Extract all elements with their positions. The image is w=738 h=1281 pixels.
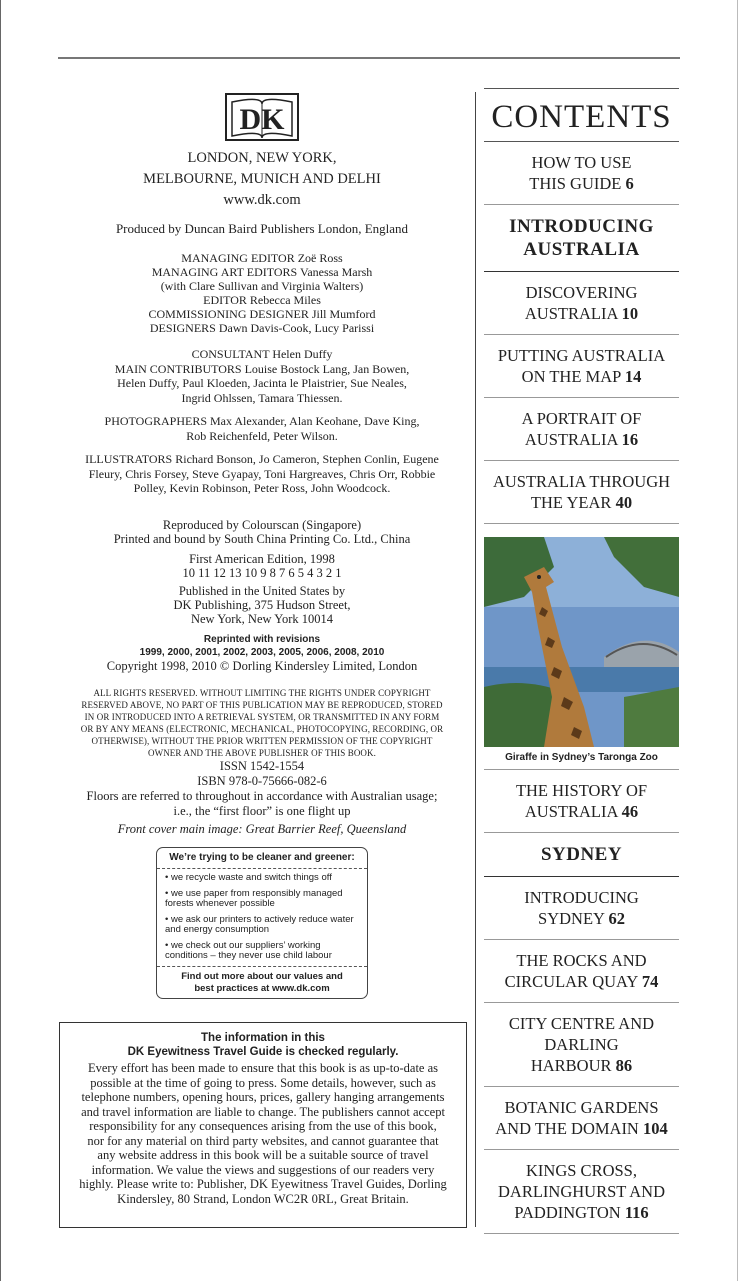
info-line: Every effort has been made to ensure that this book is as up-to-date as xyxy=(87,1061,438,1075)
green-footer-line: best practices at www.dk.com xyxy=(194,982,330,994)
toc-entry-how-to-use[interactable] xyxy=(484,142,679,205)
toc-line: THE YEAR xyxy=(530,493,612,512)
green-policy-box xyxy=(156,847,368,999)
publisher-cities xyxy=(58,148,466,211)
green-box-item: • we ask our printers to actively reduce water and energy consumption xyxy=(165,913,354,935)
info-box-body xyxy=(60,1059,466,1206)
rights-line: OTHERWISE), WITHOUT THE PRIOR WRITTEN PERMISSION OF THE COPYRIGHT xyxy=(91,735,433,746)
green-box-item: • we check out our suppliers’ working conditions – they never use child labour xyxy=(165,939,332,961)
credit-line: (with Clare Sullivan and Virginia Walters) xyxy=(160,279,364,293)
cover-image-note: Front cover main image: Great Barrier Reef, Queensland xyxy=(117,821,407,836)
info-line: information. We value the views and suggestions of our readers very xyxy=(91,1162,435,1177)
toc-line: AUSTRALIA xyxy=(524,802,618,821)
credit-line: DESIGNERS Dawn Davis-Cook, Lucy Parissi xyxy=(149,321,375,335)
toc-line: THIS GUIDE xyxy=(529,174,622,193)
published-line: DK Publishing, 375 Hudson Street, xyxy=(173,597,351,612)
rights-line: OWNER AND THE ABOVE PUBLISHER OF THIS BOOK. xyxy=(148,747,376,758)
publisher-url: www.dk.com xyxy=(223,192,301,208)
identifiers xyxy=(58,759,466,819)
info-line: telephone numbers, opening hours, prices, gallery hanging arrangements xyxy=(81,1090,445,1104)
contents-heading: CONTENTS xyxy=(484,88,679,142)
toc-entry-portrait-of-australia[interactable] xyxy=(484,398,679,461)
toc-line: BOTANIC GARDENS xyxy=(504,1098,659,1117)
toc-line: SYDNEY xyxy=(540,844,623,865)
toc-line: INTRODUCING xyxy=(524,888,639,907)
toc-entry-botanic-gardens-and-domain[interactable] xyxy=(484,1087,679,1150)
credit-line: Rob Reichenfeld, Peter Wilson. xyxy=(186,428,338,443)
info-title-line: The information in this xyxy=(201,1032,325,1044)
info-line: nor for any material on third party websites, and cannot guarantee that xyxy=(87,1133,439,1148)
column-divider xyxy=(475,92,476,1227)
reprint-line: 1999, 2000, 2001, 2002, 2003, 2005, 2006, 2008, 2010 xyxy=(139,646,385,658)
photo-block xyxy=(484,524,679,770)
illustrator-credits xyxy=(54,452,470,496)
toc-line: PUTTING AUSTRALIA xyxy=(497,346,666,365)
toc-line: DARLINGHURST AND xyxy=(498,1182,665,1201)
toc-line: AUSTRALIA xyxy=(524,304,618,323)
info-line: responsibility for any consequences arising from the use of this book, xyxy=(89,1119,437,1133)
credit-line: COMMISSIONING DESIGNER Jill Mumford xyxy=(148,307,376,321)
rights-line: IN OR INTRODUCED INTO A RETRIEVAL SYSTEM, OR TRANSMITTED IN ANY FORM xyxy=(84,711,440,722)
toc-entry-rocks-and-circular-quay[interactable] xyxy=(484,940,679,1003)
toc-line: PADDINGTON xyxy=(514,1203,621,1222)
page-number: 104 xyxy=(642,1119,668,1138)
editorial-credits xyxy=(58,251,466,335)
toc-entry-australia-through-the-year[interactable] xyxy=(484,461,679,524)
published-line: New York, New York 10014 xyxy=(190,611,334,626)
info-box-title xyxy=(60,1031,466,1059)
top-rule xyxy=(58,57,680,59)
section-heading-introducing-australia[interactable] xyxy=(484,205,679,272)
printing-line: Reproduced by Colourscan (Singapore) xyxy=(162,517,362,532)
toc-line: HOW TO USE xyxy=(531,153,632,172)
published-line: Published in the United States by xyxy=(178,583,346,598)
toc-line: THE ROCKS AND xyxy=(516,951,647,970)
toc-entry-kings-cross-darlinghurst-paddington[interactable] xyxy=(484,1150,679,1234)
city-line: MELBOURNE, MUNICH AND DELHI xyxy=(143,171,381,187)
credit-line: MANAGING ART EDITORS Vanessa Marsh xyxy=(151,265,373,279)
dk-logo xyxy=(224,92,300,144)
info-line: any website address in this book will be a suitable source of travel xyxy=(97,1148,429,1162)
edition-info xyxy=(58,552,466,580)
page-number: 116 xyxy=(624,1203,649,1222)
info-line: highly. Please write to: Publisher, DK Eyewitness Travel Guides, Dorling xyxy=(79,1177,447,1191)
credit-line: CONSULTANT Helen Duffy xyxy=(191,347,333,361)
credit-line: Ingrid Ohlssen, Tamara Thiessen. xyxy=(181,390,343,405)
toc-entry-putting-australia-on-the-map[interactable] xyxy=(484,335,679,398)
toc-line: INTRODUCING xyxy=(509,216,654,237)
city-line: LONDON, NEW YORK, xyxy=(187,150,337,166)
toc-line: A PORTRAIT OF xyxy=(521,409,642,428)
toc-entry-introducing-sydney[interactable] xyxy=(484,877,679,940)
floor-note: Floors are referred to throughout in accordance with Australian usage; xyxy=(86,788,438,803)
credit-line: ILLUSTRATORS Richard Bonson, Jo Cameron, Stephen Conlin, Eugene xyxy=(85,452,439,466)
toc-line: CIRCULAR QUAY xyxy=(504,972,638,991)
toc-line: AUSTRALIA THROUGH xyxy=(492,472,671,491)
info-line: Kindersley, 80 Strand, London WC2R 0RL, Great Britain. xyxy=(117,1191,409,1206)
rights-notice xyxy=(58,687,466,759)
credit-line: EDITOR Rebecca Miles xyxy=(203,293,321,307)
photo-caption: Giraffe in Sydney’s Taronga Zoo xyxy=(505,752,658,763)
reprint-history xyxy=(58,633,466,659)
page-number: 86 xyxy=(615,1056,633,1075)
toc-line: AUSTRALIA xyxy=(524,430,618,449)
page-number: 10 xyxy=(621,304,639,323)
rights-line: RESERVED ABOVE, NO PART OF THIS PUBLICATION MAY BE REPRODUCED, STORED xyxy=(81,699,443,710)
us-publisher xyxy=(58,584,466,626)
credit-line: Helen Duffy, Paul Kloeden, Jacinta le Plaistrier, Sue Neales, xyxy=(117,376,407,390)
credit-line: Polley, Kevin Robinson, Peter Ross, John Woodcock. xyxy=(133,481,391,495)
green-box-footer xyxy=(157,966,367,998)
edition-line: 10 11 12 13 10 9 8 7 6 5 4 3 2 1 xyxy=(182,565,342,580)
printing-info xyxy=(58,518,466,546)
svg-text:DK: DK xyxy=(239,103,285,136)
toc-line: HARBOUR xyxy=(530,1056,612,1075)
info-line: possible at the time of going to press. Some details, however, such as xyxy=(90,1075,436,1090)
toc-entry-history-of-australia[interactable] xyxy=(484,770,679,833)
toc-entry-discovering-australia[interactable] xyxy=(484,272,679,335)
page-number: 16 xyxy=(621,430,639,449)
toc-line: ON THE MAP xyxy=(521,367,621,386)
toc-line: CITY CENTRE AND xyxy=(508,1014,655,1033)
green-box-item: • we recycle waste and switch things off xyxy=(165,871,332,883)
produced-by: Produced by Duncan Baird Publishers London, England xyxy=(115,221,409,236)
green-footer-line: Find out more about our values and xyxy=(181,970,343,982)
toc-line: DISCOVERING xyxy=(525,283,638,302)
credit-line: MANAGING EDITOR Zoë Ross xyxy=(181,251,343,265)
toc-line: AUSTRALIA xyxy=(523,239,640,260)
rights-line: OR BY ANY MEANS (ELECTRONIC, MECHANICAL, PHOTOCOPYING, RECORDING, OR xyxy=(80,723,444,734)
imprint-column xyxy=(58,92,466,999)
issn: ISSN 1542-1554 xyxy=(219,758,305,773)
page-number: 46 xyxy=(621,802,639,821)
toc-line: AND THE DOMAIN xyxy=(495,1119,639,1138)
contents-column xyxy=(484,88,679,1234)
page-edge-left xyxy=(0,0,1,1281)
green-box-title: We’re trying to be cleaner and greener: xyxy=(157,848,367,869)
credit-line: MAIN CONTRIBUTORS Louise Bostock Lang, Jan Bowen, xyxy=(114,361,410,376)
consultant-credits xyxy=(58,347,466,405)
toc-entry-city-centre-and-darling-harbour[interactable] xyxy=(484,1003,679,1087)
toc-line: KINGS CROSS, xyxy=(526,1161,637,1180)
page-number: 62 xyxy=(608,909,625,928)
photographer-credits xyxy=(58,414,466,443)
reprint-line: Reprinted with revisions xyxy=(203,633,321,645)
printing-line: Printed and bound by South China Printing Co. Ltd., China xyxy=(113,531,411,546)
section-heading-sydney[interactable] xyxy=(484,833,679,877)
giraffe-photo xyxy=(484,537,679,747)
toc-line: THE HISTORY OF xyxy=(515,781,648,800)
credit-line: Fleury, Chris Forsey, Steve Gyapay, Toni Hargreaves, Chris Orr, Robbie xyxy=(88,466,436,481)
toc-line: SYDNEY xyxy=(538,909,605,928)
isbn: ISBN 978-0-75666-082-6 xyxy=(197,773,327,788)
edition-line: First American Edition, 1998 xyxy=(189,551,335,566)
green-box-item: • we use paper from responsibly managed forests whenever possible xyxy=(165,887,343,909)
copyright-line: Copyright 1998, 2010 © Dorling Kindersley Limited, London xyxy=(106,658,418,673)
info-line: and travel information are liable to change. The publishers cannot accept xyxy=(81,1104,445,1119)
rights-line: ALL RIGHTS RESERVED. WITHOUT LIMITING THE RIGHTS UNDER COPYRIGHT xyxy=(93,687,431,698)
page-number: 40 xyxy=(615,493,633,512)
page-number: 74 xyxy=(641,972,659,991)
toc-line: DARLING xyxy=(544,1035,619,1054)
page-number: 6 xyxy=(625,174,634,193)
credit-line: PHOTOGRAPHERS Max Alexander, Alan Keohane, Dave King, xyxy=(104,414,420,428)
info-title-line: DK Eyewitness Travel Guide is checked regularly. xyxy=(127,1046,399,1058)
floor-note: i.e., the “first floor” is one flight up xyxy=(173,803,351,818)
information-box xyxy=(59,1022,467,1228)
page-number: 14 xyxy=(624,367,642,386)
